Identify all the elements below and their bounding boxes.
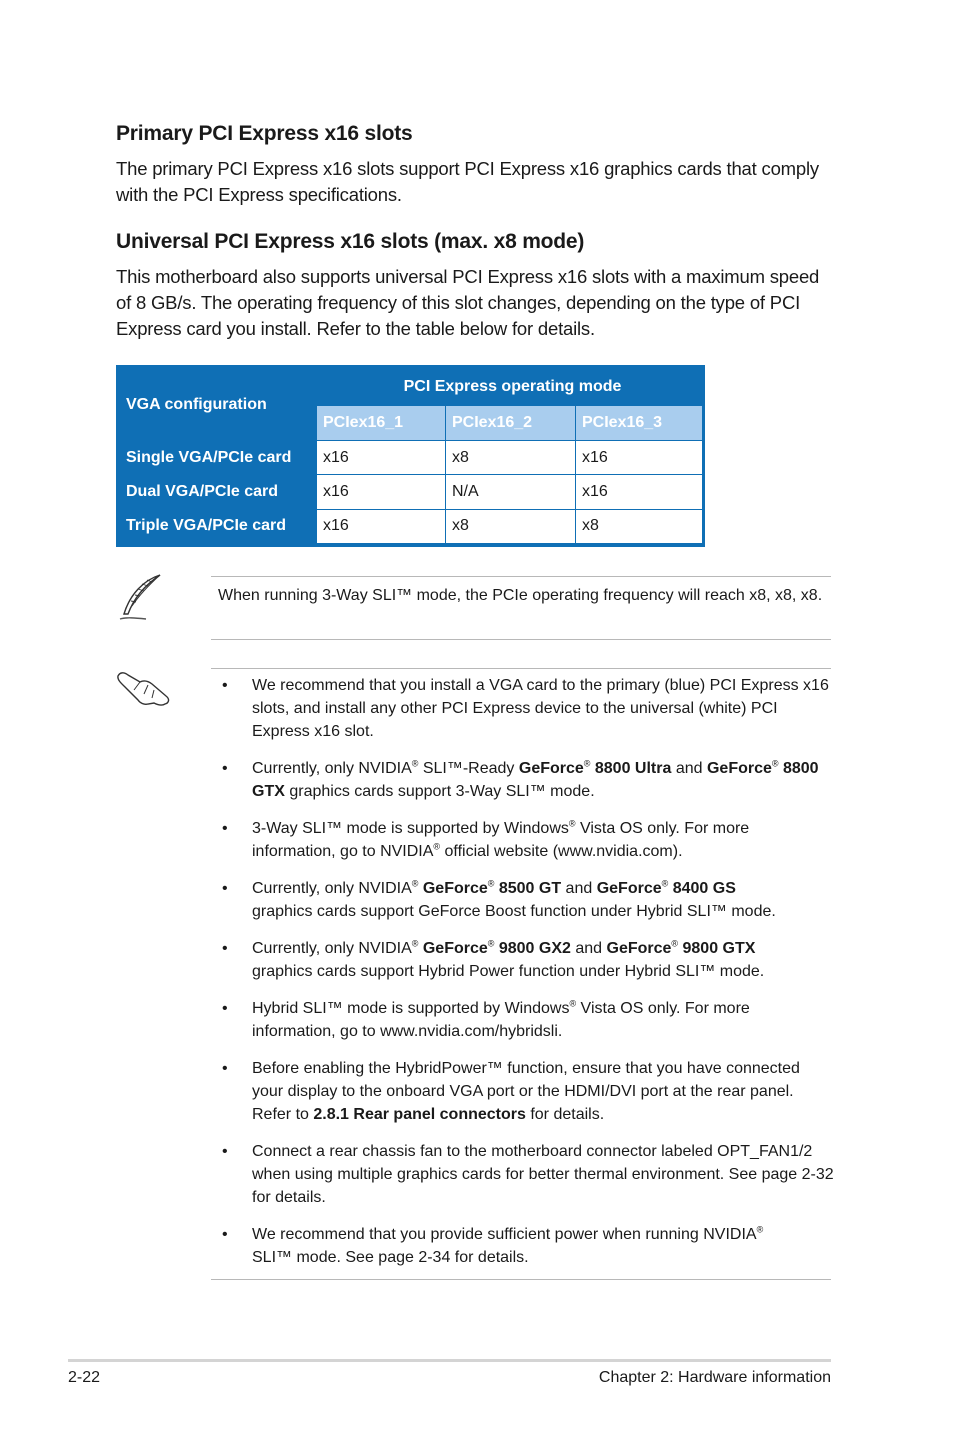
bullet-mark: •: [222, 760, 228, 777]
bullet-mark: •: [222, 880, 228, 897]
table-row: [120, 441, 703, 475]
list-item: [222, 674, 834, 743]
list-item: [222, 877, 834, 923]
list-item: [222, 1140, 834, 1209]
table-column-header: PCIex16_3: [576, 406, 703, 441]
table-column-header: PCIex16_2: [446, 406, 576, 441]
registered-mark: ®: [661, 878, 669, 889]
table-group-header: PCI Express operating mode: [317, 369, 703, 406]
table-cell: x16: [317, 475, 446, 509]
bullet-text: Before enabling the HybridPower™ function, ensure that you have connected your display to the onboard VGA port or the HDMI/DVI port at the rear panel. Refer to: [252, 1060, 800, 1123]
bullet-mark: •: [222, 940, 228, 957]
bullet-text: 3-Way SLI™ mode is supported by Windows: [252, 820, 569, 837]
section-reference: 2.8.1 Rear panel connectors: [313, 1106, 526, 1123]
pcie-mode-table: [116, 365, 705, 547]
brand-text: GeForce: [606, 940, 672, 957]
registered-mark: ®: [583, 758, 591, 769]
registered-mark: ®: [411, 758, 419, 769]
feather-quill-icon: [114, 572, 166, 629]
bullet-text: We recommend that you install a VGA card to the primary (blue) PCI Express x16 slots, and install any other PCI Express device to the universal (white) PCI Express x16 slot.: [252, 677, 829, 740]
bullet-text: graphics cards support 3-Way SLI™ mode.: [284, 783, 595, 800]
brand-text: GeForce: [706, 760, 772, 777]
bullet-text: for details.: [525, 1106, 605, 1123]
bullet-mark: •: [222, 677, 228, 694]
table-row-label: Dual VGA/PCIe card: [120, 475, 317, 509]
model-text: 9800 GTX: [678, 940, 756, 957]
bullet-mark: •: [222, 820, 228, 837]
bullet-text: graphics cards support Hybrid Power function under Hybrid SLI™ mode.: [252, 963, 765, 980]
list-item: [222, 757, 834, 803]
bullet-text: Vista OS only. For more information, go to www.nvidia.com/hybridsli.: [252, 1000, 750, 1040]
list-item: [222, 1057, 834, 1126]
bullet-mark: •: [222, 1060, 228, 1077]
model-text: 9800 GX2: [494, 940, 571, 957]
registered-mark: ®: [671, 938, 679, 949]
note-top-rule: [211, 576, 831, 577]
table-cell: N/A: [446, 475, 576, 509]
caution-bottom-rule: [211, 1279, 831, 1280]
model-text: 8500 GT: [494, 880, 562, 897]
bullet-text: Hybrid SLI™ mode is supported by Windows: [252, 1000, 570, 1017]
bullet-text: Currently, only NVIDIA: [252, 940, 412, 957]
table-cell: x8: [446, 441, 576, 475]
brand-text: GeForce: [422, 880, 488, 897]
brand-text: GeForce: [596, 880, 662, 897]
table-column-header: PCIex16_1: [317, 406, 446, 441]
bullet-text: Connect a rear chassis fan to the motherboard connector labeled OPT_FAN1/2 when using multiple graphics cards for better thermal environment. See page 2-32 for details.: [252, 1143, 834, 1206]
heading-primary-pci-express: Primary PCI Express x16 slots: [116, 122, 413, 145]
bullet-text: We recommend that you provide sufficient power when running NVIDIA: [252, 1226, 757, 1243]
table-cell: x16: [576, 475, 703, 509]
table-cell: x16: [576, 441, 703, 475]
registered-mark: ®: [771, 758, 779, 769]
registered-mark: ®: [411, 878, 419, 889]
bullet-mark: •: [222, 1143, 228, 1160]
table-row-label: Triple VGA/PCIe card: [120, 509, 317, 543]
bullet-text: Currently, only NVIDIA: [252, 880, 412, 897]
bullet-text: Vista OS only. For more information, go to NVIDIA: [252, 820, 750, 860]
table-row: [120, 509, 703, 543]
bullet-mark: •: [222, 1226, 228, 1243]
brand-text: GeForce: [518, 760, 584, 777]
table-row: [120, 475, 703, 509]
pointing-hand-icon: [114, 666, 174, 715]
caution-top-rule: [211, 668, 831, 669]
table-corner-header: VGA configuration: [120, 369, 317, 441]
note-bottom-rule: [211, 639, 831, 640]
table-cell: x16: [317, 441, 446, 475]
registered-mark: ®: [569, 998, 577, 1009]
bullet-text: graphics cards support GeForce Boost function under Hybrid SLI™ mode.: [252, 903, 776, 920]
page-number: 2-22: [68, 1369, 101, 1386]
table-cell: x8: [576, 509, 703, 543]
list-item: [222, 937, 834, 983]
caution-bullet-list: [222, 674, 834, 1283]
table-row-label: Single VGA/PCIe card: [120, 441, 317, 475]
bullet-text: and: [570, 940, 607, 957]
heading-universal-pci-express: Universal PCI Express x16 slots (max. x8 mode): [116, 230, 585, 253]
note-text: When running 3-Way SLI™ mode, the PCIe operating frequency will reach x8, x8, x8.: [218, 587, 823, 604]
model-text: 8800 GTX: [252, 760, 819, 800]
chapter-title: Chapter 2: Hardware information: [598, 1369, 831, 1386]
model-text: 8800 Ultra: [590, 760, 672, 777]
footer-rule: [68, 1359, 831, 1362]
table-cell: x16: [317, 509, 446, 543]
list-item: [222, 1223, 834, 1269]
registered-mark: ®: [568, 818, 576, 829]
bullet-text: SLI™-Ready: [418, 760, 519, 777]
table-cell: x8: [446, 509, 576, 543]
bullet-text: Currently, only NVIDIA: [252, 760, 412, 777]
bullet-text: official website (www.nvidia.com).: [440, 843, 683, 860]
paragraph-primary-pci-express: The primary PCI Express x16 slots support PCI Express x16 graphics cards that comply with the PCI Express specifications.: [116, 158, 819, 205]
list-item: [222, 817, 834, 863]
registered-mark: ®: [487, 938, 495, 949]
list-item: [222, 997, 834, 1043]
bullet-text: and: [561, 880, 597, 897]
brand-text: GeForce: [422, 940, 488, 957]
bullet-mark: •: [222, 1000, 228, 1017]
bullet-text: and: [671, 760, 707, 777]
registered-mark: ®: [756, 1224, 764, 1235]
model-text: 8400 GS: [668, 880, 736, 897]
registered-mark: ®: [487, 878, 495, 889]
bullet-text: SLI™ mode. See page 2-34 for details.: [252, 1249, 529, 1266]
paragraph-universal-pci-express: This motherboard also supports universal PCI Express x16 slots with a maximum speed of 8 GB/s. The operating frequency of this slot changes, depending on the type of PCI Express card you install. Refer to the table below for details.: [116, 266, 820, 339]
registered-mark: ®: [433, 841, 441, 852]
registered-mark: ®: [411, 938, 419, 949]
